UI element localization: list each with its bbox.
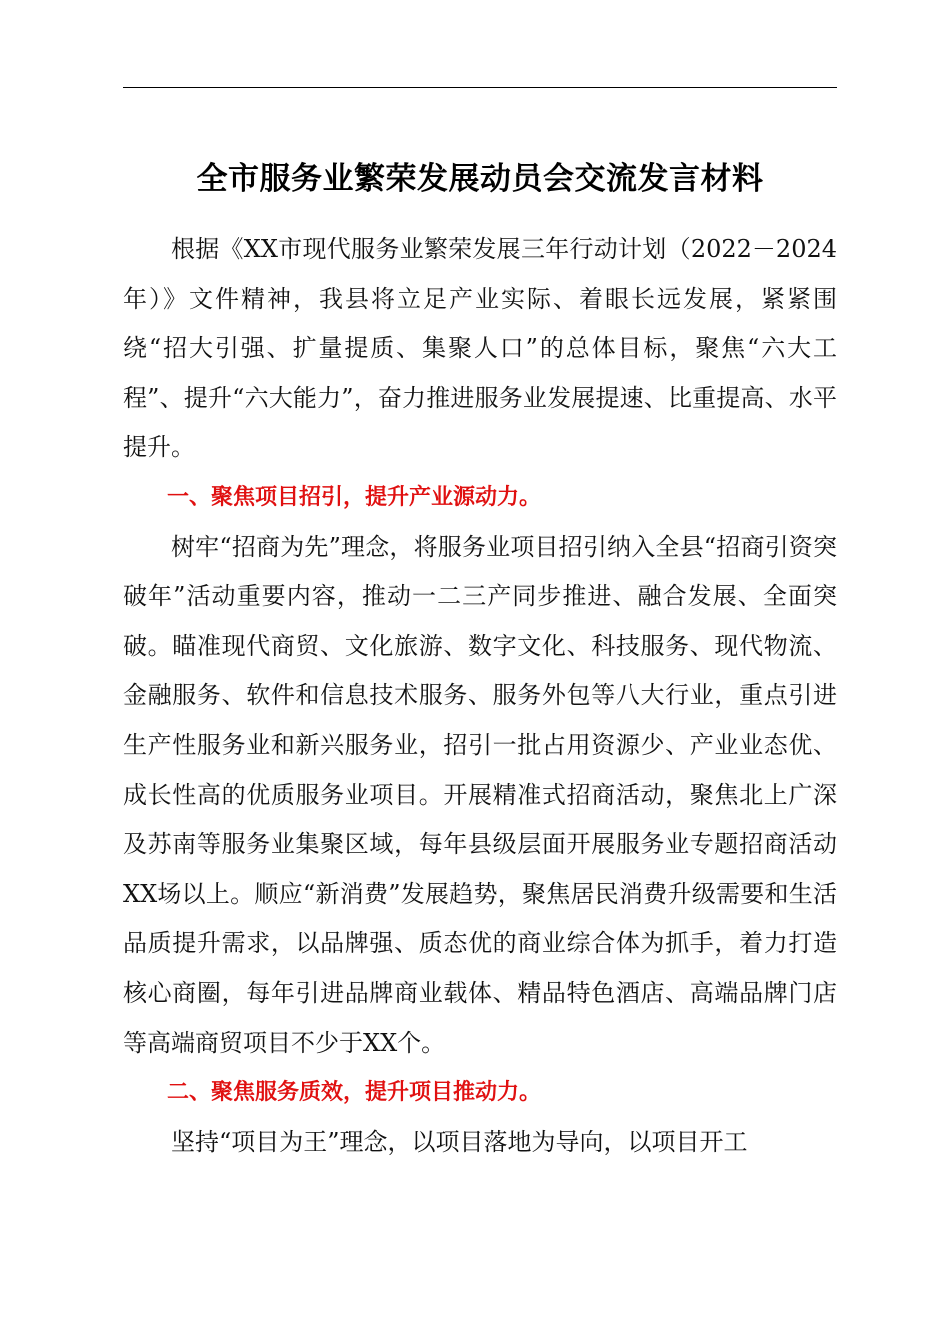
section-paragraph-2: 坚持“项目为王”理念，以项目落地为导向，以项目开工: [171, 1127, 748, 1156]
section-heading-1: 一、聚焦项目招引，提升产业源动力。: [167, 484, 542, 510]
document-title: 全市服务业繁荣发展动员会交流发言材料: [196, 161, 764, 197]
intro-paragraph: 根据《XX市现代服务业繁荣发展三年行动计划（2022－2024年）》文件精神，我县将立足产业实际、着眼长远发展，紧紧围绕“招大引强、扩量提质、集聚人口”的总体目标，聚焦“六大工程”、提升“六大能力”，奋力推进服务业发展提速、比重提高、水平提升。: [123, 235, 837, 462]
document-body: [123, 225, 837, 1167]
header-rule: [123, 87, 837, 88]
section-heading-2: 二、聚焦服务质效，提升项目推动力。: [167, 1080, 542, 1106]
section-paragraph-1: 树牢“招商为先”理念，将服务业项目招引纳入全县“招商引资突破年”活动重要内容，推动一二三产同步推进、融合发展、全面突破。瞄准现代商贸、文化旅游、数字文化、科技服务、现代物流、金融服务、软件和信息技术服务、服务外包等八大行业，重点引进生产性服务业和新兴服务业，招引一批占用资源少、产业业态优、成长性高的优质服务业项目。开展精准式招商活动，聚焦北上广深及苏南等服务业集聚区域，每年县级层面开展服务业专题招商活动XX场以上。顺应“新消费”发展趋势，聚焦居民消费升级需要和生活品质提升需求，以品牌强、质态优的商业综合体为抓手，着力打造核心商圈，每年引进品牌商业载体、精品特色酒店、高端品牌门店等高端商贸项目不少于XX个。: [123, 532, 837, 1057]
